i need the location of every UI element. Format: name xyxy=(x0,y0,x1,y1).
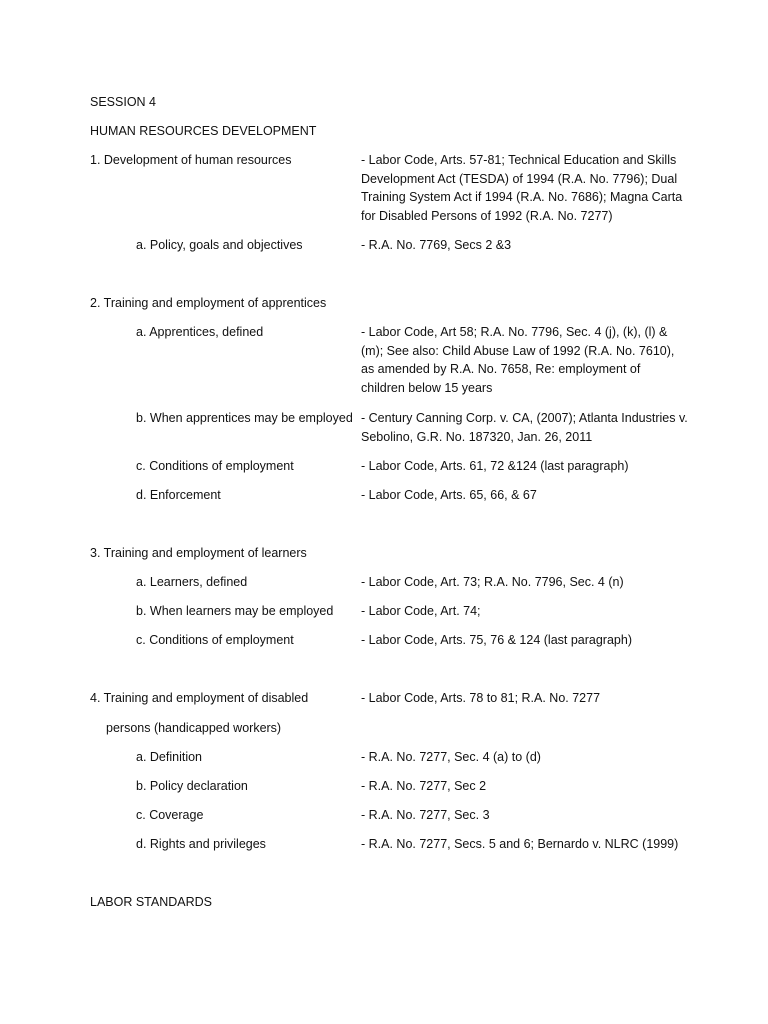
outline-item-4c-reference: - R.A. No. 7277, Sec. 3 xyxy=(361,808,490,822)
outline-item-4c: c. Coverage xyxy=(136,808,204,822)
outline-item-3b: b. When learners may be employed xyxy=(136,604,334,618)
outline-item-2b: b. When apprentices may be employed xyxy=(136,411,353,425)
outline-item-1: 1. Development of human resources xyxy=(90,153,292,167)
outline-item-2d: d. Enforcement xyxy=(136,488,221,502)
outline-item-2a-reference: - Labor Code, Art 58; R.A. No. 7796, Sec. 4 (j), (k), (l) &(m); See also: Child Abuse Law of 1992 (R.A. No. 7610), as amended by R.A. No. 7658, Re: employment of children below 15 years xyxy=(361,325,675,395)
outline-item-4d-reference: - R.A. No. 7277, Secs. 5 and 6; Bernardo v. NLRC (1999) xyxy=(361,837,679,851)
outline-item-4b: b. Policy declaration xyxy=(136,779,248,793)
outline-item-1-reference: - Labor Code, Arts. 57-81; Technical Education and Skills Development Act (TESDA) of 1994 (R.A. No. 7796); Dual Training System Act if 1994 (R.A. No. 7686); Magna Carta for Disabled Persons of 1992 (R.A. No. 7277) xyxy=(361,153,683,223)
outline-item-4a: a. Definition xyxy=(136,750,203,764)
outline-item-2c-reference: - Labor Code, Arts. 61, 72 &124 (last paragraph) xyxy=(361,459,629,473)
outline-item-2d-reference: - Labor Code, Arts. 65, 66, & 67 xyxy=(361,488,537,502)
outline-item-3c: c. Conditions of employment xyxy=(136,633,294,647)
outline-item-4a-reference: - R.A. No. 7277, Sec. 4 (a) to (d) xyxy=(361,750,541,764)
outline-item-2c: c. Conditions of employment xyxy=(136,459,294,473)
session-title: SESSION 4 xyxy=(90,95,156,109)
outline-item-3a: a. Learners, defined xyxy=(136,575,248,589)
outline-item-4-reference: - Labor Code, Arts. 78 to 81; R.A. No. 7277 xyxy=(361,691,601,705)
outline-item-4b-reference: - R.A. No. 7277, Sec 2 xyxy=(361,779,487,793)
outline-item-1a-reference: - R.A. No. 7769, Secs 2 &3 xyxy=(361,238,512,252)
outline-item-3c-reference: - Labor Code, Arts. 75, 76 & 124 (last paragraph) xyxy=(361,633,632,647)
outline-item-2a: a. Apprentices, defined xyxy=(136,325,264,339)
outline-item-1a: a. Policy, goals and objectives xyxy=(136,238,303,252)
outline-item-4: 4. Training and employment of disabled xyxy=(90,691,309,705)
next-section-title: LABOR STANDARDS xyxy=(90,895,213,909)
outline-item-3: 3. Training and employment of learners xyxy=(90,546,307,560)
outline-item-3a-reference: - Labor Code, Art. 73; R.A. No. 7796, Sec. 4 (n) xyxy=(361,575,624,589)
outline-item-4d: d. Rights and privileges xyxy=(136,837,266,851)
outline-item-3b-reference: - Labor Code, Art. 74; xyxy=(361,604,481,618)
section-title: HUMAN RESOURCES DEVELOPMENT xyxy=(90,124,317,138)
outline-item-4-continuation: persons (handicapped workers) xyxy=(106,721,282,735)
outline-item-2b-reference: - Century Canning Corp. v. CA, (2007); Atlanta Industries v. Sebolino, G.R. No. 187320, Jan. 26, 2011 xyxy=(361,411,688,444)
outline-item-2: 2. Training and employment of apprentices xyxy=(90,296,327,310)
